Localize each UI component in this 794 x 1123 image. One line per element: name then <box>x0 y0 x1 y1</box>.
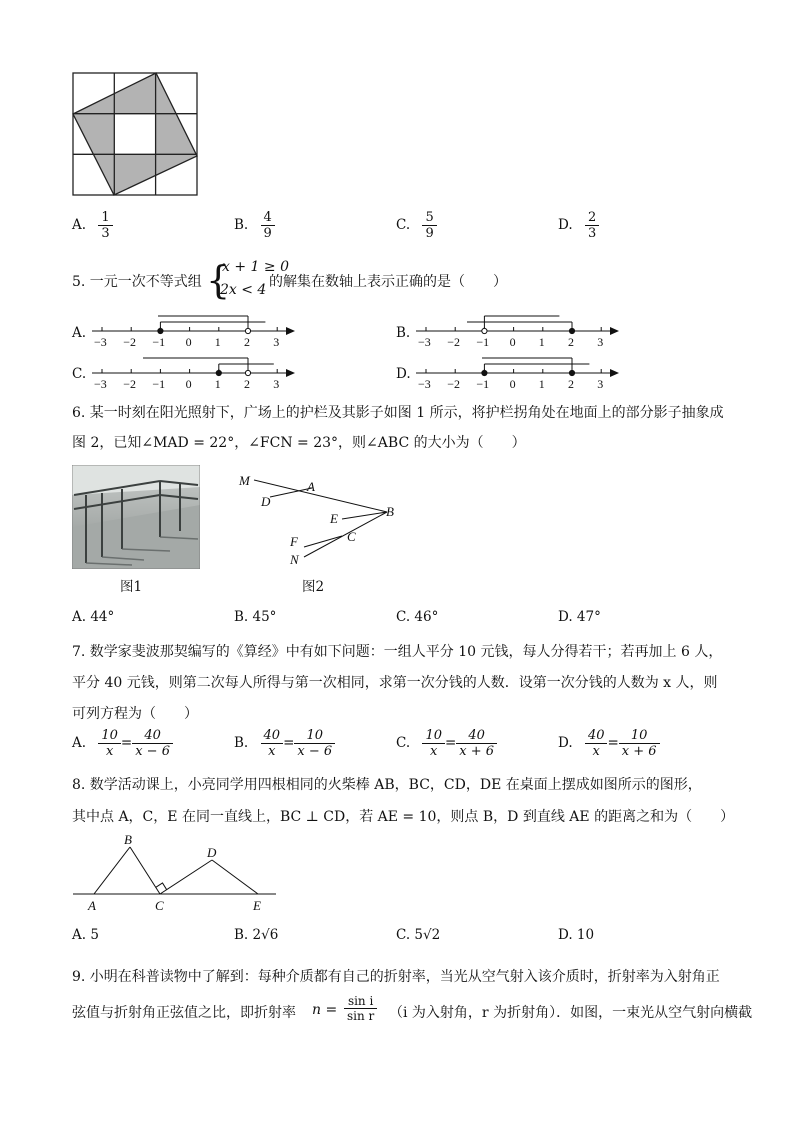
q5-label-a: A. <box>72 325 87 341</box>
tick-label: 3 <box>273 335 280 349</box>
open-dot <box>482 328 487 333</box>
q6-fig1-caption: 图1 <box>120 579 143 595</box>
q5-prefix: 5. 一元一次不等式组 <box>72 274 202 290</box>
q7-option-b-left: $\frac{40}{x}$ <box>261 728 284 759</box>
q7-option-c-left: $\frac{10}{x}$ <box>422 728 445 759</box>
q6-option-a[interactable]: A. 44° <box>72 609 115 625</box>
q6-point-f: F <box>290 534 298 549</box>
q8-point-c: C <box>155 898 164 913</box>
q6-line-1: 6. 某一时刻在阳光照射下，广场上的护栏及其影子如图 1 所示，将护栏拐角处在地面上的部分影子抽象成 <box>72 405 724 421</box>
q5-number-line-d[interactable] <box>414 350 624 392</box>
q7-line-2: 平分 40 元钱，则第二次每人所得与第一次相同，求第一次分钱的人数．设第一次分钱的人数为 x 人，则 <box>72 675 718 691</box>
q6-option-c[interactable]: C. 46° <box>396 609 439 625</box>
tick-label: −3 <box>418 335 431 349</box>
q4-option-a[interactable]: A. $\frac{1}{3}$ <box>72 210 113 241</box>
q7-option-b[interactable]: B. $\frac{40}{x}$ = $\frac{10}{x - 6}$ <box>234 728 335 759</box>
q6-point-m: M <box>239 473 250 488</box>
q7-option-b-right: $\frac{10}{x - 6}$ <box>294 728 335 759</box>
q6-option-b[interactable]: B. 45° <box>234 609 277 625</box>
q6-angle-figure <box>232 468 412 572</box>
q8-matchstick-figure <box>70 830 282 914</box>
q5-number-line-b[interactable] <box>414 308 624 350</box>
tick-label: −2 <box>123 377 136 391</box>
q8-point-e: E <box>253 898 261 913</box>
tick-label: 2 <box>568 335 574 349</box>
q6-point-c: C <box>347 529 356 544</box>
tick-label: −3 <box>94 377 107 391</box>
q7-option-a-right: $\frac{40}{x - 6}$ <box>132 728 173 759</box>
axis-arrow-icon <box>610 369 619 377</box>
q7-option-d-right: $\frac{10}{x + 6}$ <box>619 728 660 759</box>
tick-label: −2 <box>447 335 460 349</box>
q7-option-d[interactable]: D. $\frac{40}{x}$ = $\frac{10}{x + 6}$ <box>558 728 660 759</box>
q4-option-d-fraction: $\frac{2}{3}$ <box>585 210 599 241</box>
q7-line-3: 可列方程为（ ） <box>72 706 198 722</box>
q5-label-c: C. <box>72 366 87 382</box>
q5-number-line-a[interactable] <box>90 308 300 350</box>
q6-point-a: A <box>307 479 315 494</box>
open-dot <box>245 370 250 375</box>
q7-option-c-right: $\frac{40}{x + 6}$ <box>456 728 497 759</box>
q6-option-d[interactable]: D. 47° <box>558 609 601 625</box>
q4-center-cell <box>114 114 155 155</box>
axis-arrow-icon <box>610 327 619 335</box>
tick-label: 3 <box>597 377 604 391</box>
q6-photo-figure <box>72 465 200 569</box>
q6-point-d: D <box>261 494 271 509</box>
closed-dot <box>158 328 163 333</box>
tick-label: −1 <box>476 335 490 349</box>
q4-option-a-fraction: $\frac{1}{3}$ <box>98 210 112 241</box>
tick-label: 0 <box>509 377 516 391</box>
tick-label: 2 <box>568 377 574 391</box>
q7-option-c[interactable]: C. $\frac{10}{x}$ = $\frac{40}{x + 6}$ <box>396 728 497 759</box>
q4-option-b-fraction: $\frac{4}{9}$ <box>261 210 275 241</box>
tick-label: 0 <box>185 335 192 349</box>
q8-line-2: 其中点 A，C，E 在同一直线上，BC ⊥ CD，若 AE = 10，则点 B，D 到直线 AE 的距离之和为（ ） <box>72 809 735 825</box>
tick-label: −1 <box>152 335 166 349</box>
q5-brace-icon: { <box>206 258 231 302</box>
open-dot <box>245 328 250 333</box>
q6-point-e: E <box>330 511 338 526</box>
q9-formula-fraction: $\frac{\text{sin i}}{\text{sin r}}$ <box>344 994 377 1023</box>
q4-option-b[interactable]: B. $\frac{4}{9}$ <box>234 210 275 241</box>
tick-label: 0 <box>185 377 192 391</box>
tick-label: −3 <box>94 335 107 349</box>
closed-dot <box>569 370 574 375</box>
tick-label: 1 <box>214 335 221 349</box>
closed-dot <box>482 370 487 375</box>
q4-grid-figure <box>70 70 202 198</box>
q8-point-b: B <box>124 832 132 847</box>
q8-option-b[interactable]: B. 2√6 <box>234 927 279 943</box>
tick-label: −2 <box>447 377 460 391</box>
q8-point-a: A <box>88 898 96 913</box>
q8-point-d: D <box>207 845 217 860</box>
q7-line-1: 7. 数学家斐波那契编写的《算经》中有如下问题：一组人平分 10 元钱，每人分得若干；若再加上 6 人， <box>72 644 723 660</box>
q5-label-b: B. <box>396 325 411 341</box>
q9-line-1: 9. 小明在科普读物中了解到：每种介质都有自己的折射率，当光从空气射入该介质时，折射率为入射角正 <box>72 969 720 985</box>
tick-label: 1 <box>214 377 221 391</box>
q7-option-a-left: $\frac{10}{x}$ <box>98 728 121 759</box>
q8-option-a[interactable]: A. 5 <box>72 927 99 943</box>
q6-point-n: N <box>290 552 299 567</box>
tick-label: 2 <box>244 335 250 349</box>
tick-label: 2 <box>244 377 250 391</box>
q5-inequality-1: x + 1 ≥ 0 <box>222 259 289 275</box>
q5-suffix: 的解集在数轴上表示正确的是（ ） <box>269 274 507 290</box>
q6-fig2-caption: 图2 <box>302 579 325 595</box>
closed-dot <box>569 328 574 333</box>
tick-label: 0 <box>509 335 516 349</box>
q5-label-d: D. <box>396 366 411 382</box>
q8-option-d[interactable]: D. 10 <box>558 927 595 943</box>
q6-point-b: B <box>386 504 394 519</box>
q7-option-a[interactable]: A. $\frac{10}{x}$ = $\frac{40}{x - 6}$ <box>72 728 173 759</box>
q8-option-c[interactable]: C. 5√2 <box>396 927 441 943</box>
q7-option-d-left: $\frac{40}{x}$ <box>585 728 608 759</box>
q9-formula-lhs: n = <box>312 1002 338 1018</box>
tick-label: −3 <box>418 377 431 391</box>
q5-number-line-c[interactable] <box>90 350 300 392</box>
tick-label: 3 <box>273 377 280 391</box>
tick-label: −1 <box>476 377 490 391</box>
q8-line-1: 8. 数学活动课上，小亮同学用四根相同的火柴棒 AB，BC，CD，DE 在桌面上摆成如图所示的图形， <box>72 777 702 793</box>
tick-label: 1 <box>538 377 545 391</box>
tick-label: −1 <box>152 377 166 391</box>
tick-label: 1 <box>538 335 545 349</box>
axis-arrow-icon <box>286 327 295 335</box>
closed-dot <box>216 370 221 375</box>
tick-label: −2 <box>123 335 136 349</box>
q4-option-d[interactable]: D. $\frac{2}{3}$ <box>558 210 599 241</box>
axis-arrow-icon <box>286 369 295 377</box>
q4-option-c[interactable]: C. $\frac{5}{9}$ <box>396 210 437 241</box>
q6-line-2: 图 2，已知∠MAD = 22°，∠FCN = 23°，则∠ABC 的大小为（ ） <box>72 435 526 451</box>
tick-label: 3 <box>597 335 604 349</box>
q4-option-c-fraction: $\frac{5}{9}$ <box>422 210 436 241</box>
q5-inequality-2: 2x < 4 <box>220 282 267 298</box>
